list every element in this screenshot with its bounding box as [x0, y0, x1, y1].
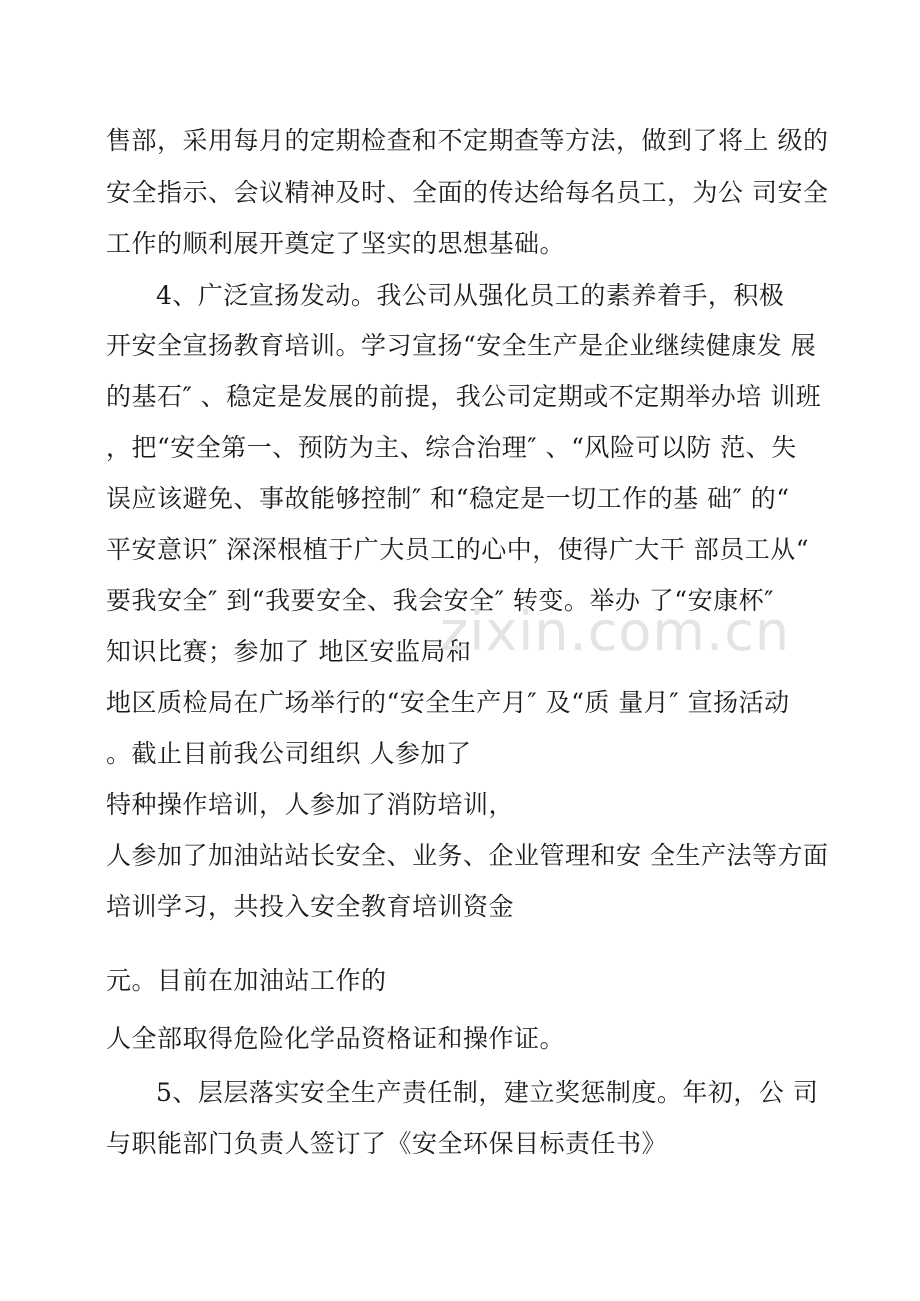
paragraph-line: 的基石″ 、稳定是发展的前提，我公司定期或不定期举办培 训班 [106, 382, 822, 411]
paragraph-line: 平安意识″ 深深根植于广大员工的心中，使得广大干 部员工从“ [106, 535, 810, 564]
paragraph-line: 人参加了加油站站长安全、业务、企业管理和安 全生产法等方面 [106, 841, 829, 870]
paragraph-line: 开安全宣扬教育培训。学习宣扬“安全生产是企业继续健康发 展 [106, 331, 817, 360]
paragraph-line: 特种操作培训，人参加了消防培训， [106, 790, 515, 819]
paragraph-line: 要我安全″ 到“我要安全、我会安全″ 转变。举办 了“安康杯″ [106, 586, 774, 615]
paragraph-line: 与职能部门负责人签订了《安全环保目标责任书》 [106, 1129, 668, 1158]
paragraph-line: 人全部取得危险化学品资格证和操作证。 [106, 1024, 566, 1053]
paragraph-line: 元。目前在加油站工作的 [106, 966, 387, 995]
paragraph-line: 。截止目前我公司组织 人参加了 [106, 739, 472, 768]
paragraph-line: 工作的顺利展开奠定了坚实的思想基础。 [106, 229, 566, 258]
paragraph-line: 5、层层落实安全生产责任制，建立奖惩制度。年初，公 司 [156, 1078, 819, 1107]
paragraph-line: 误应该避免、事故能够控制″ 和“稳定是一切工作的基 础″ 的“ [106, 484, 790, 513]
watermark: zixin.com.cn [440, 600, 791, 663]
paragraph-line: 4、广泛宣扬发动。我公司从强化员工的素养着手，积极 [156, 281, 785, 310]
paragraph-line: 售部，采用每月的定期检查和不定期查等方法，做到了将上 级的 [106, 126, 829, 155]
paragraph-line: ，把“安全第一、预防为主、综合治理″ 、“风险可以防 范、失 [106, 433, 797, 462]
paragraph-line: 安全指示、会议精神及时、全面的传达给每名员工，为公 司安全 [106, 178, 829, 207]
paragraph-line: 培训学习，共投入安全教育培训资金 [106, 892, 515, 921]
paragraph-line: 知识比赛；参加了 地区安监局和 [106, 637, 472, 666]
paragraph-line: 地区质检局在广场举行的“安全生产月″ 及“质 量月″ 宣扬活动 [106, 688, 790, 717]
